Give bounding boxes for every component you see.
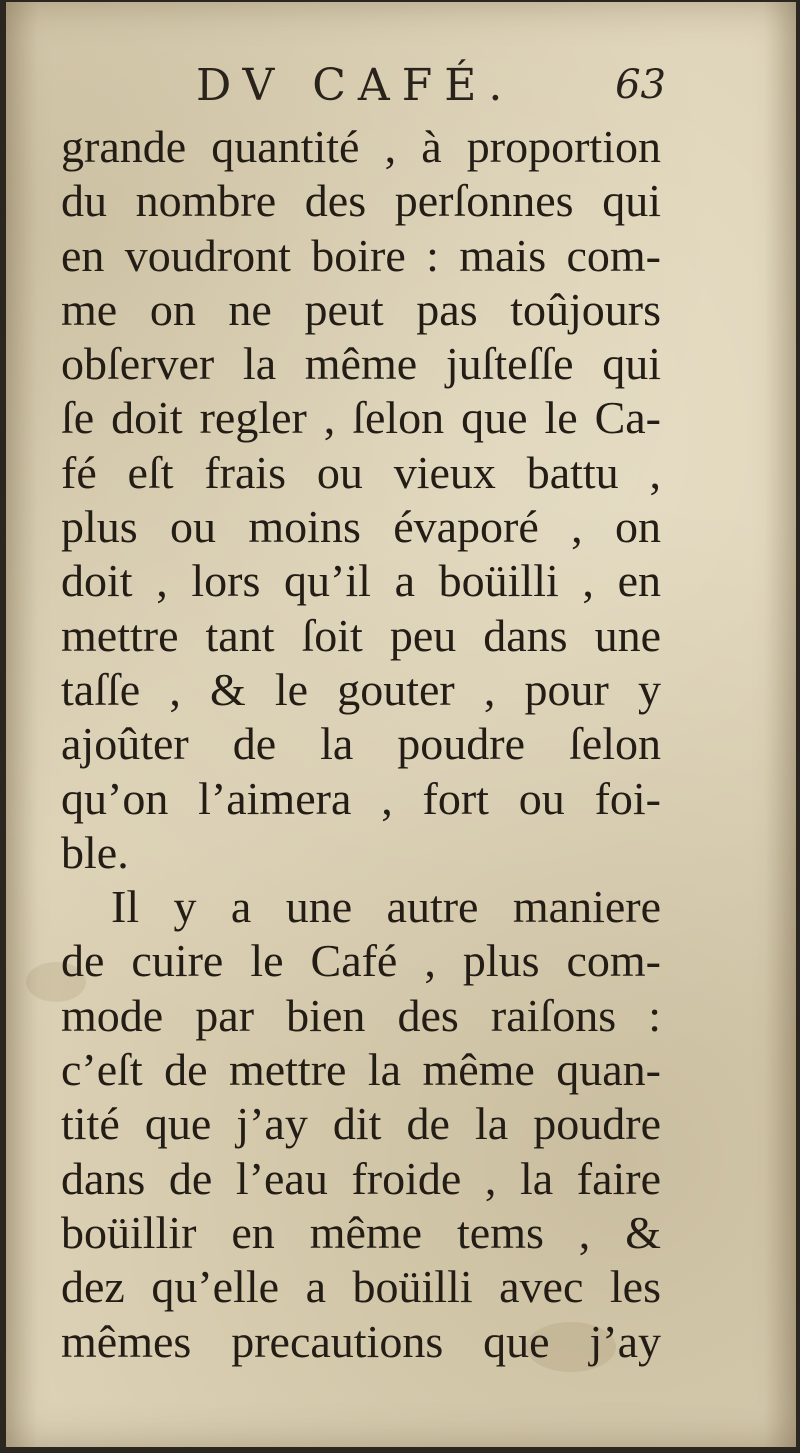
text-line: tité que j’ay dit de la poudre — [61, 1098, 661, 1150]
running-title: DV CAFÉ. — [196, 60, 515, 111]
text-line: mêmes precautions que j’ay — [61, 1315, 661, 1367]
body-text — [61, 120, 661, 1369]
text-line: plus ou moins évaporé , on — [61, 501, 661, 553]
text-line: mettre tant ſoit peu dans une — [61, 609, 661, 661]
text-line: boüillir en même tems , & — [61, 1206, 661, 1258]
text-line: taſſe , & le gouter , pour y — [61, 663, 661, 715]
text-line: obſerver la même juſteſſe qui — [61, 338, 661, 390]
text-line: dans de l’eau froide , la faire — [61, 1152, 661, 1204]
text-line: ajoûter de la poudre ſelon — [61, 718, 661, 770]
text-line: doit , lors qu’il a boüilli , en — [61, 555, 661, 607]
text-line: du nombre des perſonnes qui — [61, 175, 661, 227]
book-page — [6, 2, 796, 1447]
text-line: grande quantité , à proportion — [61, 121, 661, 172]
page-header — [196, 60, 666, 120]
text-line: fé eſt frais ou vieux battu , — [61, 446, 661, 498]
text-line: me on ne peut pas toûjours — [61, 283, 661, 335]
text-line: ſe doit regler , ſelon que le Ca- — [61, 392, 661, 444]
page-number: 63 — [615, 62, 666, 108]
text-line: ble. — [61, 826, 129, 878]
text-line: dez qu’elle a boüilli avec les — [61, 1261, 661, 1313]
text-line: c’eſt de mettre la même quan- — [61, 1044, 661, 1096]
text-line: Il y a une autre maniere — [111, 881, 661, 933]
text-line: de cuire le Café , plus com- — [61, 935, 661, 987]
text-line: en voudront boire : mais com- — [61, 229, 661, 281]
text-line: mode par bien des raiſons : — [61, 989, 661, 1041]
text-line: qu’on l’aimera , fort ou foi- — [61, 772, 661, 824]
